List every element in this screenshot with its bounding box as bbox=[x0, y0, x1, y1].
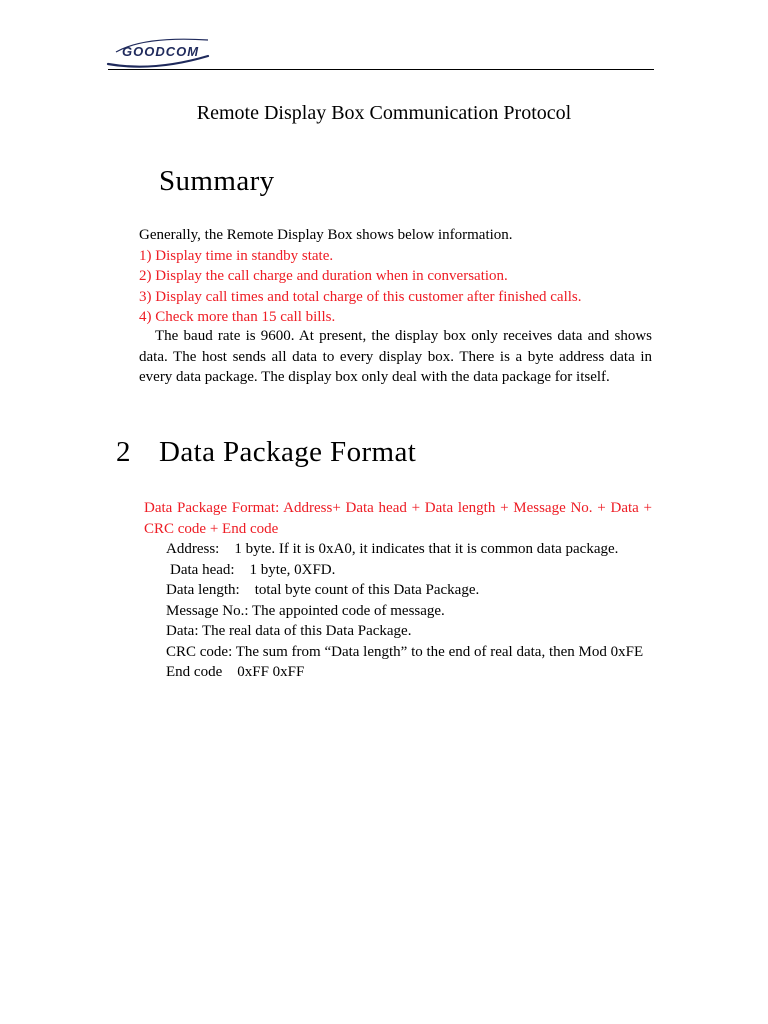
summary-body-text: The baud rate is 9600. At present, the display box only receives data and shows data. The host sends all data to every display box. There is a byte address data in every data package. The display box only deal with the data package for itself. bbox=[139, 328, 652, 385]
summary-item: 2) Display the call charge and duration when in conversation. bbox=[139, 268, 508, 284]
field-list bbox=[166, 539, 652, 683]
section-title: Data Package Format bbox=[159, 436, 417, 468]
summary-heading: Summary bbox=[159, 165, 275, 197]
header-rule bbox=[108, 69, 654, 70]
field-crc-code: CRC code: The sum from “Data length” to the end of real data, then Mod 0xFE bbox=[166, 643, 644, 660]
field-end-code: End code 0xFF 0xFF bbox=[166, 664, 305, 680]
logo-wordmark: GOODCOM bbox=[122, 44, 200, 59]
goodcom-logo-icon bbox=[104, 34, 212, 72]
document-title: Remote Display Box Communication Protocol bbox=[196, 102, 572, 124]
section-number: 2 bbox=[116, 436, 131, 468]
summary-item: 3) Display call times and total charge of this customer after finished calls. bbox=[139, 288, 582, 305]
summary-item: 4) Check more than 15 call bills. bbox=[139, 309, 336, 325]
field-message-no: Message No.: The appointed code of message. bbox=[166, 602, 445, 619]
field-data-head: Data head: 1 byte, 0XFD. bbox=[170, 561, 336, 578]
field-address: Address: 1 byte. If it is 0xA0, it indicates that it is common data package. bbox=[166, 541, 619, 557]
format-definition: Data Package Format: Address+ Data head + Data length + Message No. + Data + CRC code + End code bbox=[144, 500, 652, 537]
field-data: Data: The real data of this Data Package. bbox=[166, 623, 412, 639]
summary-body bbox=[139, 326, 652, 388]
field-data-length: Data length: total byte count of this Data Package. bbox=[166, 582, 480, 598]
summary-intro: Generally, the Remote Display Box shows below information. bbox=[139, 227, 513, 243]
data-package-heading bbox=[116, 435, 416, 469]
summary-intro-block bbox=[139, 225, 659, 328]
summary-item: 1) Display time in standby state. bbox=[139, 247, 334, 264]
